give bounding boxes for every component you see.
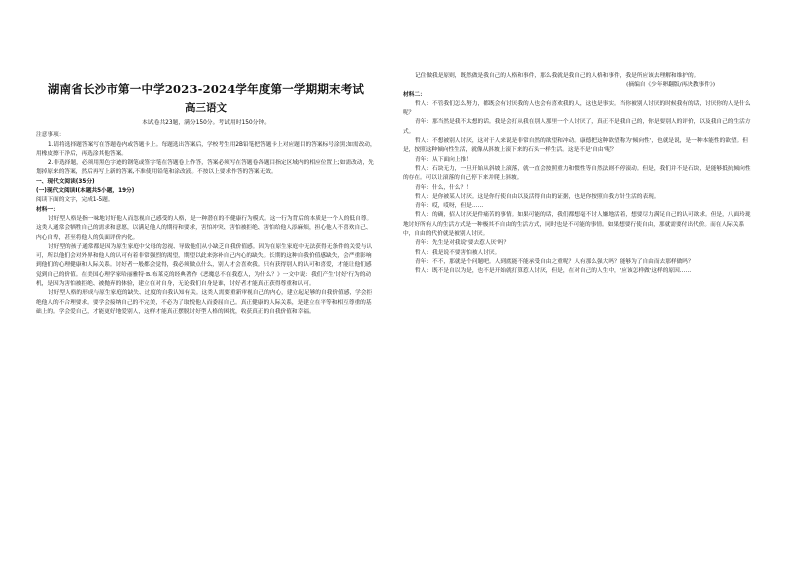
- source-note: (摘编自《少年卵翻版/再决教事件》): [626, 82, 715, 89]
- dialog-line: 哲人：的确，招人讨厌是件痛苦的事情。如果可能的话，我们都想毫不讨人嫌地活着，想要尽力满足自己的认可欲求。但是，八面玲珑地讨好所有人的生活方式是一种极其不自由的生活方式，同时也是不可能的事情。如果想要行使自由，那就需要付出代价。而在人际关系中，自由的代价就是被别人讨厌。: [403, 212, 751, 238]
- dialog-line: 哲人：是你被某人讨厌。这是你行使自由以及活得自由的证据，也是你按照自我方针生活的表现。: [415, 193, 660, 200]
- right-column: [403, 72, 755, 277]
- subject-title: 高三语文: [185, 102, 227, 114]
- exam-title: 湖南省长沙市第一中学2023-2024学年度第一学期期末考试: [47, 82, 365, 96]
- material-1-paragraph: 讨好型的孩子通常都是因为原生家庭中父母的忽视、导致他们从小缺乏自我价值感。因为在原生家庭中无法获得无条件的关爱与认可，所以他们会对外界和他人的认可有着非常强烈的渴望，期望以此来弥补自己内心的缺失。长期的这种自我价值感缺失，会严重影响到他们的心理健康和人际关系。讨好者一般都会觉得，我必须做点什么，别人才会喜欢我。只有获得别人的认可和喜爱，才能让他们感觉到自己的价值。在美国心理学家哈丽雅特·B.布莱克的经典著作《恶魔总不在我惹人，为什么？》一文中说：我们产生'讨好'行为的动机，是因为害怕被拒绝、被抛弃的体验，建立在对自身，无论我们自身是谁，讨好者才能真正获得尊重和认可。: [36, 243, 373, 288]
- material-1-paragraph: 讨好型人格是指一味地讨好他人而忽视自己感受的人格，是一种潜在的不健康行为模式。这一行为背后的本质是一个人的低自尊。这类人通常会牺牲自己的需求和意愿，以满足他人的期待和要求，害怕冲突、害怕被拒绝、害怕给他人添麻烦，担心他人不喜欢自己、内心自卑，甚至将他人的负面评价内化。: [36, 215, 373, 241]
- dialog-line: 哲人：不想被别人讨厌，这对于人来说是非常自然的欲望和冲动。康德把这种欲望称为'倾向性'，也就是说，是一种本能性的欲望。但是，按照这种倾向性生活，就像从斜坡上滚下来的石头一样生活。这是不是'自由'呢？: [403, 138, 749, 154]
- exam-meta: 本试卷共23题，满分150分。考试用时150分钟。: [141, 120, 271, 126]
- note-item-2: 2.非选择题，必须用黑色字迹的钢笔或签字笔在答题卷上作答，答案必须写在答题卷各题目指定区域内的相应位置上;如需改动，先划掉原来的答案，然后再写上新的答案,不准使用铅笔和涂改液。不按以上要求作答的答案无效。: [36, 160, 374, 176]
- dialog-line: 青年：先生是对我说'要去惹人厌'吗？: [415, 240, 510, 247]
- dialog-line: 哲人：石块无力，一旦开始从斜坡上滚落，就一直会按照重力和惯性等自然法则不停滚动。但是，我们并不是石块，是能够抵抗倾向性的存在。可以让滚落的自己停下来并爬上斜坡。: [403, 165, 751, 182]
- dialog-line: 哲人：我是说不要害怕被人讨厌。: [415, 249, 501, 256]
- continued-text: 记住做我是原则，既然做是我自己的人格和事件，那么我就是我自己的人格和事件，我是所应该去理解和维护的。: [415, 73, 700, 79]
- subsection-heading: (一)现代文阅读I(本题共5小题，19分): [36, 188, 135, 195]
- notes-heading: 注意事项：: [36, 132, 65, 139]
- dialog-line: 哲人：不管我们怎么努力，都既会有讨厌我的人也会有喜欢我的人，这也是事实。当你被别人讨厌的时候我有的话，讨厌你的人是什么呢？: [403, 100, 751, 117]
- dialog-line: 青年：什么，什么？！: [415, 184, 472, 191]
- instruction: 阅读下面的文字，完成1-5题。: [36, 197, 114, 204]
- section-heading: 一、现代文阅读(35分): [36, 178, 95, 185]
- material-1-label: 材料一：: [36, 206, 59, 213]
- material-2-label: 材料二：: [403, 91, 426, 98]
- note-item-1: 1.请将选择题答案写在答题卷内或答题卡上。每题选出答案后，学校考生用2B铅笔把答题卡上对应题目的答案标号涂黑;如需改动，用橡皮擦干净后，再选涂其他答案。: [36, 141, 376, 157]
- dialog-line: 青年：哎，哎呀，但是……: [415, 203, 484, 210]
- dialog-line: 青年：那当然是我不太想的话。我是会打从我在别人那里一个人讨厌了，真正不是我自己的，你是要别人的评价，以及我自己的生活方式。: [403, 119, 751, 135]
- dialog-block: [403, 100, 755, 277]
- dialog-line: 青年：从下面向上推！: [415, 156, 472, 163]
- dialog-line: 青年：不不，那就是个问题吧。人到底能不能承受自由之重呢？人有那么强大吗？能够为了自由而去那样做吗？: [415, 258, 694, 265]
- left-column: [36, 82, 376, 317]
- material-1-paragraph: 讨好型人格的形成与原生家庭的缺失、过度的自我认知有关。这类人需要重新审视自己的内心，建立起足够的自我价值感，学会拒绝他人的不合理要求。要学会接纳自己的不完美，不必为了取悦他人而委屈自己。真正健康的人际关系，是建立在平等和相互尊重的基础上的。学会爱自己，才能更好地爱别人，这样才能真正摆脱讨好型人格的困扰，收获真正的自我价值和幸福。: [36, 290, 373, 315]
- dialog-line: 哲人：既不是自以为是，也不是开始就打算惹人讨厌，但是，在对自己的人生中，'应该怎样做'这样的原因……: [415, 268, 692, 275]
